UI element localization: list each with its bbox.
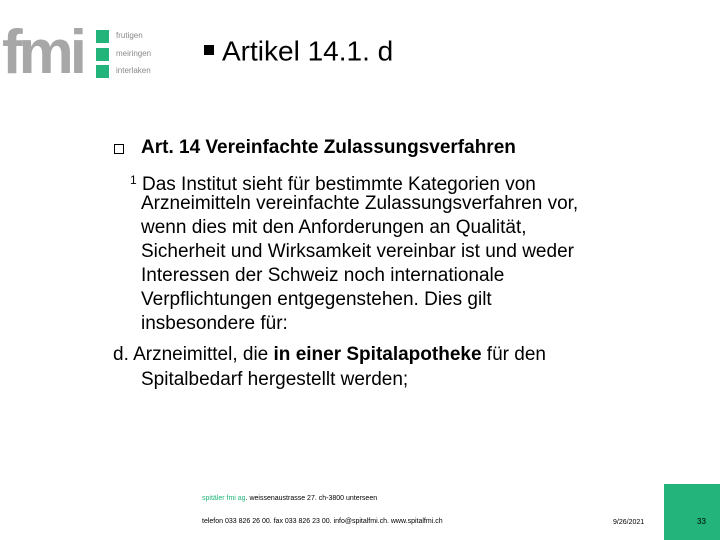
logo-square-3 xyxy=(96,65,109,78)
footer-contact: telefon 033 826 26 00. fax 033 826 23 00. info@spitalfmi.ch. www.spitalfmi.ch xyxy=(202,518,443,525)
footer-brand: spitäler fmi ag xyxy=(202,495,246,502)
paragraph-line-6: Verpflichtungen entgegenstehen. Dies gilt xyxy=(141,289,492,310)
item-d-line-1 xyxy=(113,343,546,367)
logo-location-meiringen: meiringen xyxy=(116,49,152,58)
slide-title xyxy=(204,32,393,70)
paragraph-line-7: insbesondere für: xyxy=(141,313,288,334)
item-d-line-2: Spitalbedarf hergestellt werden; xyxy=(141,369,409,390)
footer-date: 9/26/2021 xyxy=(613,519,645,526)
page-number: 33 xyxy=(697,517,706,526)
paragraph-text: Das Institut sieht für bestimmte Kategorien von xyxy=(141,174,536,195)
footer-address-text: . weissenaustrasse 27. ch-3800 unterseen xyxy=(245,495,378,502)
paragraph-number: 1 xyxy=(130,173,137,187)
square-bullet-icon xyxy=(114,144,124,154)
logo-location-interlaken: interlaken xyxy=(116,66,151,75)
logo-wordmark: fmi xyxy=(2,18,83,87)
article-heading: Art. 14 Vereinfachte Zulassungsverfahren xyxy=(141,137,516,158)
item-d-prefix: d. Arzneimittel, die xyxy=(113,344,274,365)
paragraph-line-5: Interessen der Schweiz noch internationale xyxy=(141,265,505,286)
item-d-emphasis: in einer Spitalapotheke xyxy=(273,344,482,365)
paragraph-line-3: wenn dies mit den Anforderungen an Qualität, xyxy=(141,217,527,238)
logo-square-2 xyxy=(96,48,109,61)
logo-location-frutigen: frutigen xyxy=(116,31,143,40)
logo-square-1 xyxy=(96,30,109,43)
paragraph-line-4: Sicherheit und Wirksamkeit vereinbar ist und weder xyxy=(141,241,574,262)
slide-title-text: Artikel 14.1. d xyxy=(222,35,394,67)
item-d-suffix: für den xyxy=(481,344,546,365)
page-number-box xyxy=(664,484,720,540)
paragraph-line-2: Arzneimitteln vereinfachte Zulassungsverfahren vor, xyxy=(141,193,579,214)
footer-address xyxy=(202,495,377,502)
title-bullet-icon xyxy=(204,45,214,55)
